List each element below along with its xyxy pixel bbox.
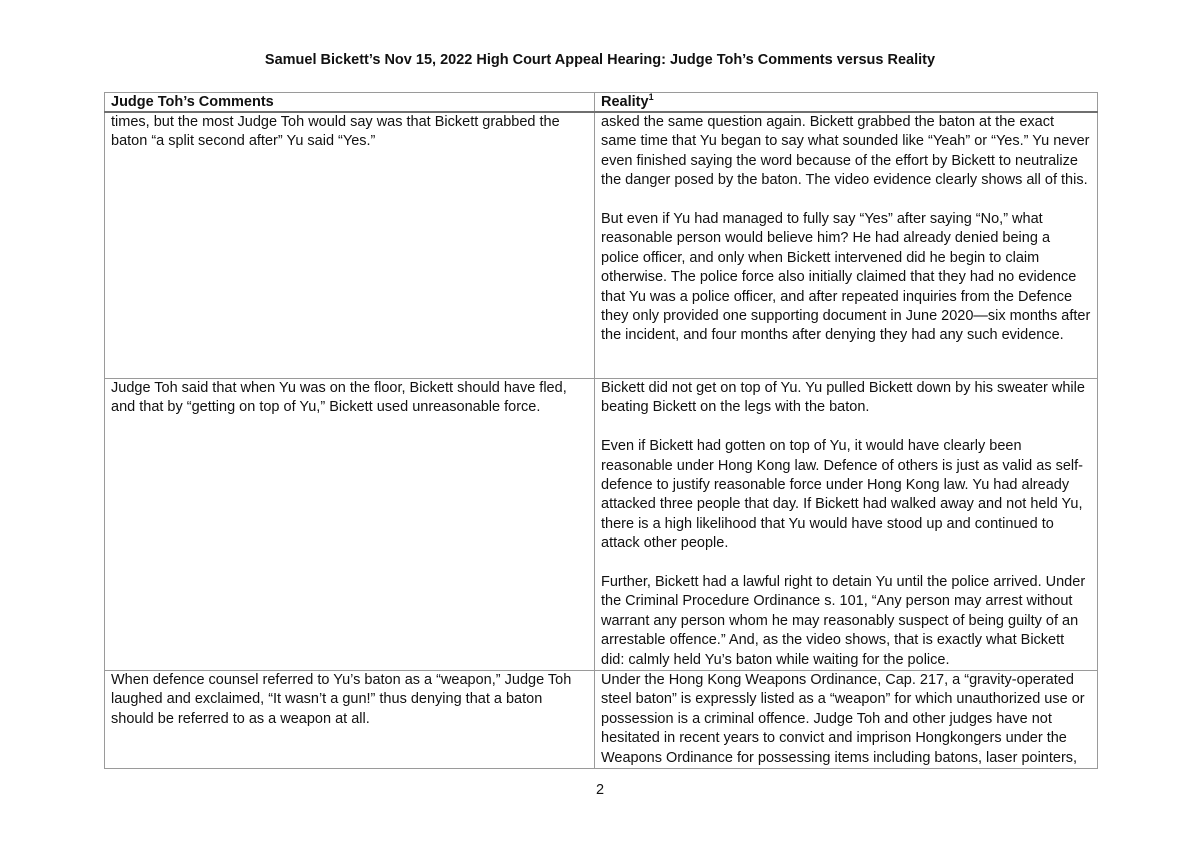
reality-cell: [595, 671, 1098, 769]
footnote-marker: 1: [648, 92, 654, 103]
reality-paragraph: Further, Bickett had a lawful right to detain Yu until the police arrived. Under the Criminal Procedure Ordinance s. 101, “Any person may arrest without warrant any person whom he may reasonably suspect of being guilty of an arrestable offence.” And, as the video shows, that is exactly what Bickett did: calmly held Yu’s baton while waiting for the police.: [601, 574, 1086, 668]
reality-cell: [595, 379, 1098, 671]
comment-text: When defence counsel referred to Yu’s baton as a “weapon,” Judge Toh laughed and exclaimed, “It wasn’t a gun!” thus denying that a baton should be referred to as a weapon at all.: [111, 672, 572, 727]
header-reality: [595, 93, 1098, 113]
table-row: [105, 379, 1098, 671]
reality-paragraph: Even if Bickett had gotten on top of Yu, it would have clearly been reasonable under Hong Kong law. Defence of others is just as valid as self-defence to justify reasonable force under Hong Kong law. Yu had already attacked three people that day. If Bickett had walked away and not held Yu, there is a high likelihood that Yu would have stood up and continued to attack other people.: [601, 438, 1083, 552]
comment-cell: [105, 671, 595, 769]
comparison-table: [104, 92, 1098, 769]
reality-cell: [595, 112, 1098, 379]
table-row: [105, 112, 1098, 379]
comment-cell: [105, 379, 595, 671]
reality-paragraph: But even if Yu had managed to fully say “Yes” after saying “No,” what reasonable person would believe him? He had already denied being a police officer, and only when Bickett intervened did he begin to claim otherwise. The police force also initially claimed that they had no evidence that Yu was a police officer, and after repeated inquiries from the Defence they only provided one supporting document in June 2020—six months after the incident, and four months after denying they had any such evidence.: [601, 211, 1091, 344]
header-reality-label: Reality: [601, 94, 649, 110]
reality-paragraph: Under the Hong Kong Weapons Ordinance, Cap. 217, a “gravity-operated steel baton” is expressly listed as a “weapon” for which unauthorized use or possession is a criminal offence. Judge Toh and other judges have not hesitated in recent years to convict and imprison Hongkongers under the Weapons Ordinance for possessing items including batons, laser pointers,: [601, 672, 1085, 766]
header-judge-comments: Judge Toh’s Comments: [105, 93, 595, 113]
comment-text: Judge Toh said that when Yu was on the floor, Bickett should have fled, and that by “getting on top of Yu,” Bickett used unreasonable force.: [111, 380, 567, 416]
comment-cell: [105, 112, 595, 379]
table-header-row: [105, 93, 1098, 113]
reality-paragraph: Bickett did not get on top of Yu. Yu pulled Bickett down by his sweater while beating Bickett on the legs with the baton.: [601, 380, 1085, 416]
reality-paragraph: asked the same question again. Bickett grabbed the baton at the exact same time that Yu began to say what sounded like “Yeah” or “Yes.” Yu never even finished saying the word because of the effort by Bickett to neutralize the danger posed by the baton. The video evidence clearly shows all of this.: [601, 114, 1090, 189]
page-number: 2: [595, 782, 605, 798]
table-row: [105, 671, 1098, 769]
page-title: Samuel Bickett’s Nov 15, 2022 High Court Appeal Hearing: Judge Toh’s Comments versus Reality: [264, 52, 936, 68]
comment-text: times, but the most Judge Toh would say was that Bickett grabbed the baton “a split second after” Yu said “Yes.”: [111, 114, 560, 150]
